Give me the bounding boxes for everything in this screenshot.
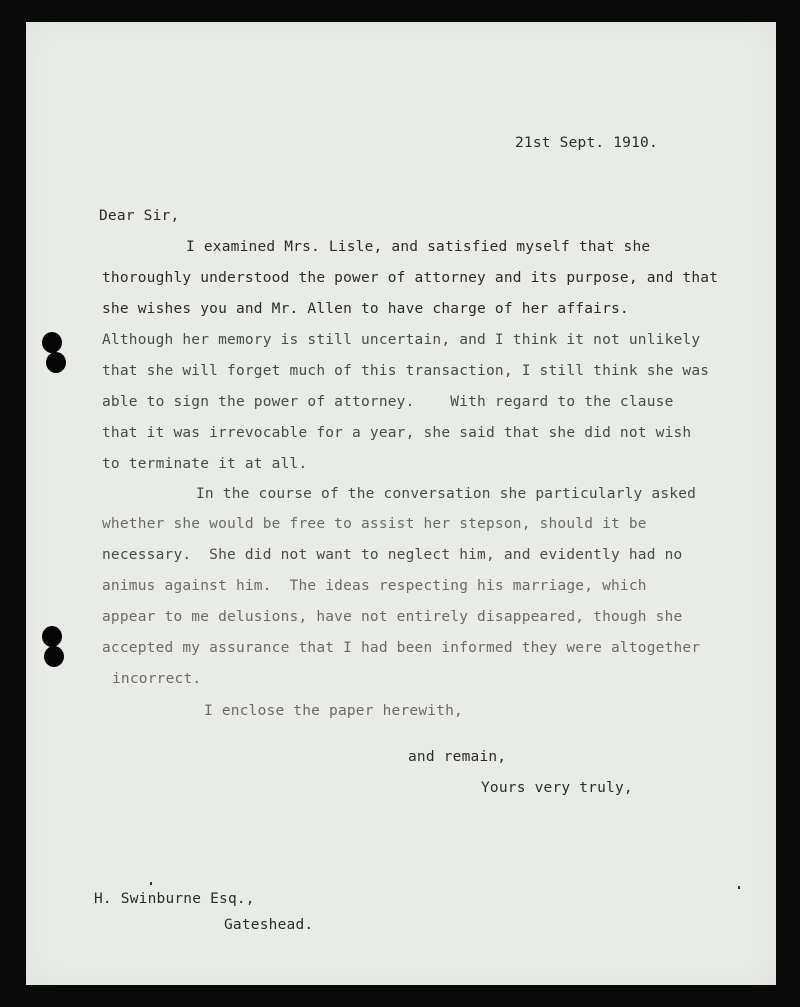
body-line: incorrect.	[112, 671, 202, 687]
salutation: Dear Sir,	[99, 208, 180, 224]
closing-line: Yours very truly,	[481, 780, 633, 796]
body-line: I enclose the paper herewith,	[204, 703, 463, 719]
punch-hole	[46, 352, 66, 373]
body-line: Although her memory is still uncertain, and I think it not unlikely	[102, 332, 701, 348]
body-line: that it was irrevocable for a year, she said that she did not wish	[102, 425, 692, 441]
body-line: to terminate it at all.	[102, 456, 308, 472]
body-line: that she will forget much of this transaction, I still think she was	[102, 363, 710, 379]
body-line: appear to me delusions, have not entirely disappeared, though she	[102, 609, 683, 625]
body-line: she wishes you and Mr. Allen to have charge of her affairs.	[102, 301, 629, 317]
body-line: I examined Mrs. Lisle, and satisfied myself that she	[186, 239, 651, 255]
addressee-place: Gateshead.	[224, 917, 314, 933]
body-line: able to sign the power of attorney. With regard to the clause	[102, 394, 674, 410]
punch-hole	[42, 332, 62, 353]
body-line: animus against him. The ideas respecting his marriage, which	[102, 578, 647, 594]
body-line: accepted my assurance that I had been informed they were altogether	[102, 640, 701, 656]
body-line: thoroughly understood the power of attorney and its purpose, and that	[102, 270, 719, 286]
punch-hole	[44, 646, 64, 667]
body-line: necessary. She did not want to neglect him, and evidently had no	[102, 547, 683, 563]
body-line: In the course of the conversation she particularly asked	[196, 486, 697, 502]
ink-speck	[738, 886, 740, 889]
letter-date: 21st Sept. 1910.	[515, 135, 658, 151]
body-line: whether she would be free to assist her stepson, should it be	[102, 516, 647, 532]
letter-page	[26, 22, 776, 985]
ink-speck	[150, 882, 152, 885]
addressee-name: H. Swinburne Esq.,	[94, 891, 255, 907]
punch-hole	[42, 626, 62, 647]
closing-line: and remain,	[408, 749, 507, 765]
